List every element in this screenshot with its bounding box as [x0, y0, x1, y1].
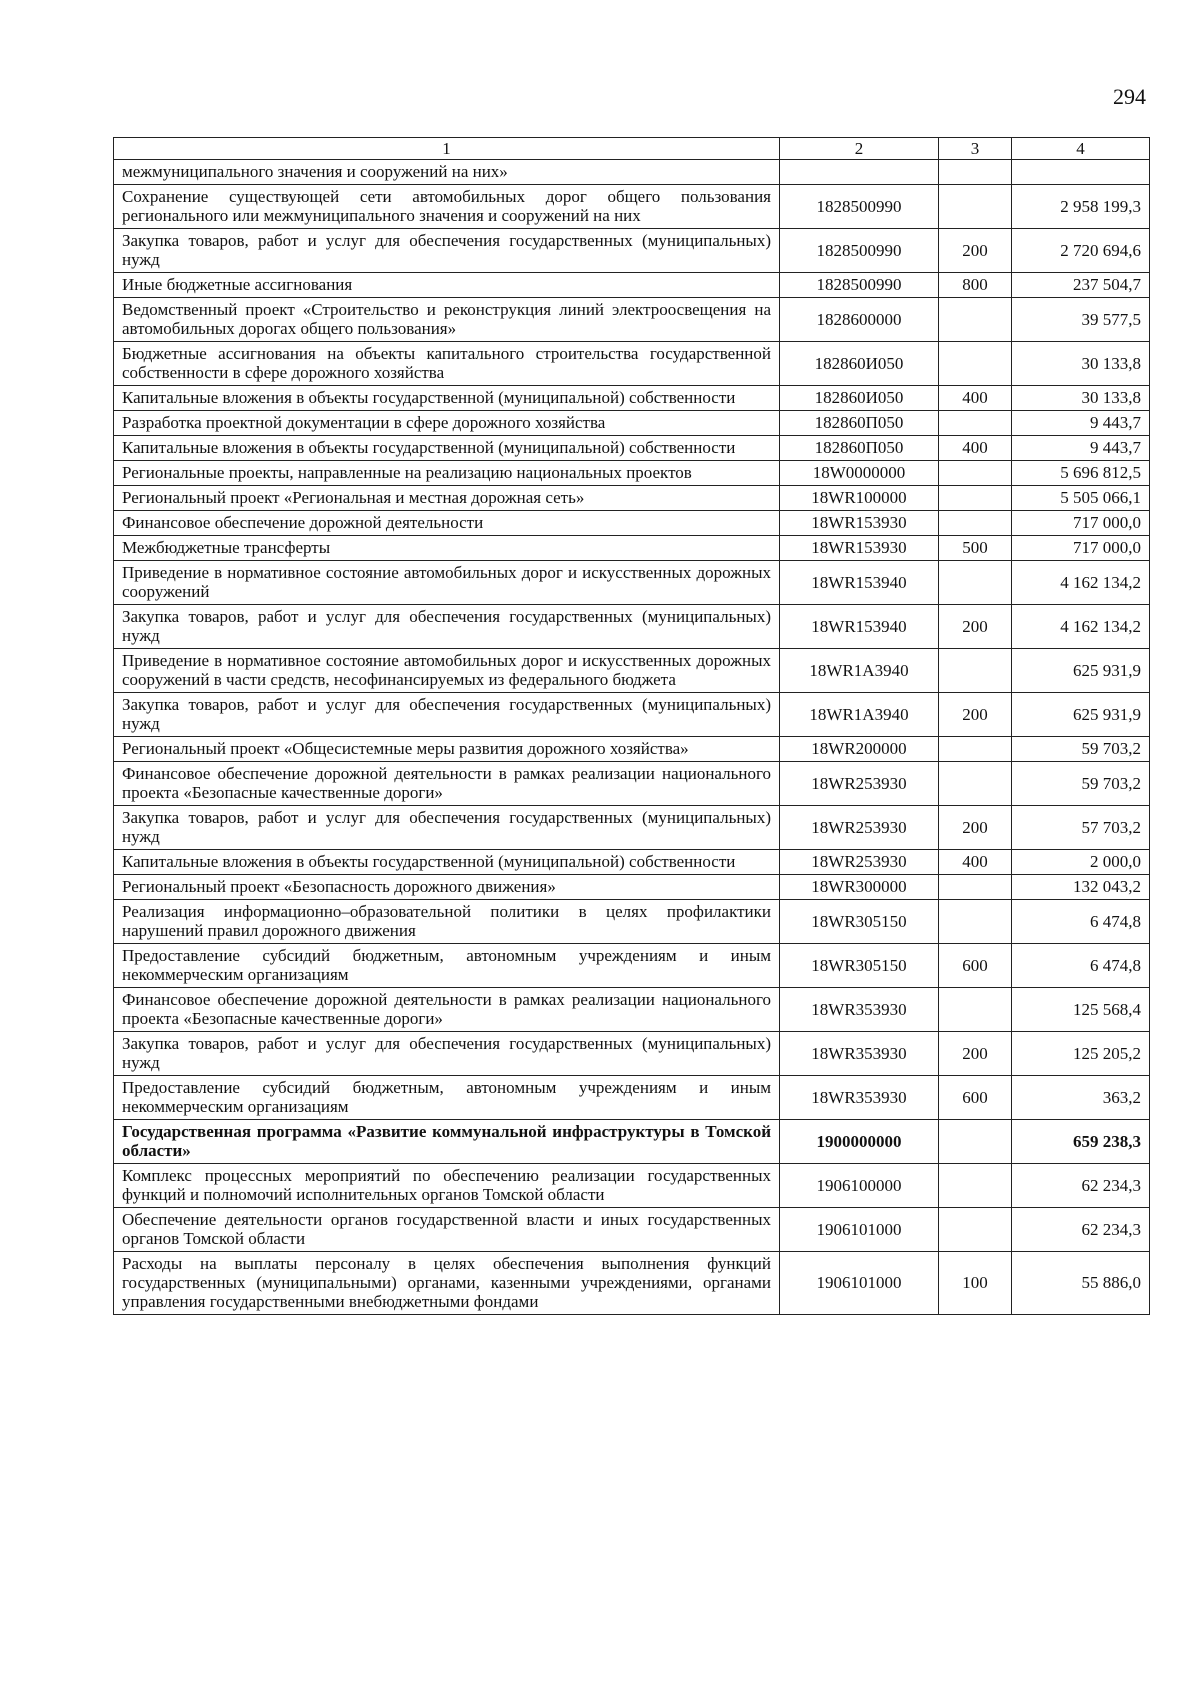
row-expense-type-cell: [939, 298, 1012, 342]
table-row: [114, 944, 1150, 988]
row-name-cell: Финансовое обеспечение дорожной деятельности в рамках реализации национального проекта «Безопасные качественные дороги»: [114, 762, 780, 806]
row-code-cell: 18WR253930: [780, 806, 939, 850]
table-row: [114, 461, 1150, 486]
row-expense-type-cell: [939, 649, 1012, 693]
row-expense-type-cell: 200: [939, 806, 1012, 850]
row-amount-cell: 125 205,2: [1012, 1032, 1150, 1076]
row-expense-type-cell: [939, 737, 1012, 762]
table-row: [114, 273, 1150, 298]
table-row: [114, 1076, 1150, 1120]
row-amount-cell: 39 577,5: [1012, 298, 1150, 342]
table-row: [114, 511, 1150, 536]
row-expense-type-cell: [939, 561, 1012, 605]
row-name-cell: Капитальные вложения в объекты государственной (муниципальной) собственности: [114, 850, 780, 875]
row-name-cell: Иные бюджетные ассигнования: [114, 273, 780, 298]
table-body: [114, 160, 1150, 1315]
row-code-cell: 18WR1A3940: [780, 693, 939, 737]
row-code-cell: 18W0000000: [780, 461, 939, 486]
row-expense-type-cell: 500: [939, 536, 1012, 561]
row-code-cell: 18WR305150: [780, 944, 939, 988]
row-name-cell: Ведомственный проект «Строительство и реконструкция линий электроосвещения на автомобильных дорогах общего пользования»: [114, 298, 780, 342]
row-amount-cell: 717 000,0: [1012, 511, 1150, 536]
row-expense-type-cell: [939, 1208, 1012, 1252]
table-row: [114, 693, 1150, 737]
row-code-cell: 182860П050: [780, 411, 939, 436]
row-expense-type-cell: [939, 411, 1012, 436]
row-expense-type-cell: [939, 875, 1012, 900]
row-code-cell: 18WR353930: [780, 1076, 939, 1120]
row-name-cell: Бюджетные ассигнования на объекты капитального строительства государственной собственности в сфере дорожного хозяйства: [114, 342, 780, 386]
row-amount-cell: 2 000,0: [1012, 850, 1150, 875]
row-code-cell: 1906101000: [780, 1252, 939, 1315]
table-row: [114, 486, 1150, 511]
row-name-cell: Капитальные вложения в объекты государственной (муниципальной) собственности: [114, 386, 780, 411]
table-row: [114, 1032, 1150, 1076]
header-col-4: 4: [1012, 138, 1150, 160]
row-code-cell: 182860П050: [780, 436, 939, 461]
row-code-cell: 18WR153930: [780, 511, 939, 536]
row-amount-cell: 62 234,3: [1012, 1164, 1150, 1208]
row-code-cell: 18WR305150: [780, 900, 939, 944]
row-amount-cell: 132 043,2: [1012, 875, 1150, 900]
row-code-cell: 1828500990: [780, 273, 939, 298]
header-col-1: 1: [114, 138, 780, 160]
row-name-cell: Сохранение существующей сети автомобильных дорог общего пользования регионального или межмуниципального значения и сооружений на них: [114, 185, 780, 229]
table-row: [114, 342, 1150, 386]
row-amount-cell: 717 000,0: [1012, 536, 1150, 561]
row-name-cell: Закупка товаров, работ и услуг для обеспечения государственных (муниципальных) нужд: [114, 806, 780, 850]
table-row: [114, 649, 1150, 693]
row-code-cell: 1828500990: [780, 229, 939, 273]
row-expense-type-cell: 400: [939, 386, 1012, 411]
row-code-cell: 182860И050: [780, 386, 939, 411]
row-expense-type-cell: [939, 988, 1012, 1032]
row-amount-cell: 125 568,4: [1012, 988, 1150, 1032]
row-name-cell: Государственная программа «Развитие коммунальной инфраструктуры в Томской области»: [114, 1120, 780, 1164]
row-amount-cell: 363,2: [1012, 1076, 1150, 1120]
row-code-cell: 18WR100000: [780, 486, 939, 511]
table-row: [114, 1208, 1150, 1252]
row-code-cell: [780, 160, 939, 185]
table-row: [114, 185, 1150, 229]
row-amount-cell: 30 133,8: [1012, 342, 1150, 386]
table-row: [114, 229, 1150, 273]
row-expense-type-cell: 200: [939, 693, 1012, 737]
row-expense-type-cell: 200: [939, 1032, 1012, 1076]
row-code-cell: 18WR253930: [780, 850, 939, 875]
row-name-cell: Предоставление субсидий бюджетным, автономным учреждениям и иным некоммерческим организациям: [114, 944, 780, 988]
table-row: [114, 737, 1150, 762]
row-amount-cell: 625 931,9: [1012, 693, 1150, 737]
table-row: [114, 536, 1150, 561]
row-code-cell: 18WR153940: [780, 561, 939, 605]
row-code-cell: 1828600000: [780, 298, 939, 342]
header-col-2: 2: [780, 138, 939, 160]
row-name-cell: Региональный проект «Региональная и местная дорожная сеть»: [114, 486, 780, 511]
row-name-cell: Региональный проект «Общесистемные меры развития дорожного хозяйства»: [114, 737, 780, 762]
row-amount-cell: 5 505 066,1: [1012, 486, 1150, 511]
row-amount-cell: 57 703,2: [1012, 806, 1150, 850]
table-row: [114, 1120, 1150, 1164]
row-code-cell: 18WR200000: [780, 737, 939, 762]
row-expense-type-cell: [939, 1164, 1012, 1208]
table-row: [114, 605, 1150, 649]
row-code-cell: 18WR353930: [780, 1032, 939, 1076]
header-col-3: 3: [939, 138, 1012, 160]
row-amount-cell: 59 703,2: [1012, 762, 1150, 806]
row-expense-type-cell: 400: [939, 850, 1012, 875]
row-name-cell: Комплекс процессных мероприятий по обеспечению реализации государственных функций и полномочий исполнительных органов Томской области: [114, 1164, 780, 1208]
budget-table: [113, 137, 1150, 1315]
row-amount-cell: 59 703,2: [1012, 737, 1150, 762]
row-expense-type-cell: 200: [939, 229, 1012, 273]
row-code-cell: 18WR253930: [780, 762, 939, 806]
row-amount-cell: [1012, 160, 1150, 185]
page-number: 294: [1113, 84, 1146, 109]
row-expense-type-cell: 600: [939, 1076, 1012, 1120]
table-header-row: [114, 138, 1150, 160]
row-amount-cell: 55 886,0: [1012, 1252, 1150, 1315]
table-row: [114, 436, 1150, 461]
row-amount-cell: 4 162 134,2: [1012, 561, 1150, 605]
row-name-cell: Закупка товаров, работ и услуг для обеспечения государственных (муниципальных) нужд: [114, 1032, 780, 1076]
row-expense-type-cell: [939, 900, 1012, 944]
table-row: [114, 988, 1150, 1032]
row-code-cell: 1900000000: [780, 1120, 939, 1164]
row-code-cell: 18WR153940: [780, 605, 939, 649]
row-name-cell: Реализация информационно–образовательной политики в целях профилактики нарушений правил дорожного движения: [114, 900, 780, 944]
table-row: [114, 762, 1150, 806]
row-amount-cell: 4 162 134,2: [1012, 605, 1150, 649]
row-name-cell: Разработка проектной документации в сфере дорожного хозяйства: [114, 411, 780, 436]
table-row: [114, 561, 1150, 605]
row-expense-type-cell: [939, 511, 1012, 536]
row-amount-cell: 659 238,3: [1012, 1120, 1150, 1164]
row-expense-type-cell: 800: [939, 273, 1012, 298]
row-name-cell: Региональные проекты, направленные на реализацию национальных проектов: [114, 461, 780, 486]
row-code-cell: 1906101000: [780, 1208, 939, 1252]
row-code-cell: 18WR353930: [780, 988, 939, 1032]
row-name-cell: Закупка товаров, работ и услуг для обеспечения государственных (муниципальных) нужд: [114, 693, 780, 737]
row-amount-cell: 30 133,8: [1012, 386, 1150, 411]
table-row: [114, 298, 1150, 342]
row-amount-cell: 237 504,7: [1012, 273, 1150, 298]
row-expense-type-cell: [939, 185, 1012, 229]
row-code-cell: 1906100000: [780, 1164, 939, 1208]
row-expense-type-cell: [939, 762, 1012, 806]
row-expense-type-cell: 100: [939, 1252, 1012, 1315]
row-name-cell: Расходы на выплаты персоналу в целях обеспечения выполнения функций государственных (муниципальными) органами, казенными учреждениями, органами управления государственными внебюджетными фондами: [114, 1252, 780, 1315]
row-code-cell: 182860И050: [780, 342, 939, 386]
table-row: [114, 1164, 1150, 1208]
row-amount-cell: 6 474,8: [1012, 900, 1150, 944]
row-expense-type-cell: 600: [939, 944, 1012, 988]
row-expense-type-cell: [939, 160, 1012, 185]
row-amount-cell: 2 958 199,3: [1012, 185, 1150, 229]
row-amount-cell: 625 931,9: [1012, 649, 1150, 693]
row-name-cell: Приведение в нормативное состояние автомобильных дорог и искусственных дорожных сооружений: [114, 561, 780, 605]
row-amount-cell: 6 474,8: [1012, 944, 1150, 988]
table-row: [114, 900, 1150, 944]
row-amount-cell: 2 720 694,6: [1012, 229, 1150, 273]
row-name-cell: Закупка товаров, работ и услуг для обеспечения государственных (муниципальных) нужд: [114, 229, 780, 273]
row-name-cell: Финансовое обеспечение дорожной деятельности в рамках реализации национального проекта «Безопасные качественные дороги»: [114, 988, 780, 1032]
row-amount-cell: 9 443,7: [1012, 411, 1150, 436]
row-name-cell: Капитальные вложения в объекты государственной (муниципальной) собственности: [114, 436, 780, 461]
table-row: [114, 875, 1150, 900]
row-expense-type-cell: 400: [939, 436, 1012, 461]
row-amount-cell: 62 234,3: [1012, 1208, 1150, 1252]
table-row: [114, 850, 1150, 875]
table-row: [114, 806, 1150, 850]
row-name-cell: Приведение в нормативное состояние автомобильных дорог и искусственных дорожных сооружений в части средств, несофинансируемых из федерального бюджета: [114, 649, 780, 693]
row-code-cell: 18WR1A3940: [780, 649, 939, 693]
row-name-cell: Региональный проект «Безопасность дорожного движения»: [114, 875, 780, 900]
table-row: [114, 386, 1150, 411]
row-expense-type-cell: [939, 342, 1012, 386]
row-expense-type-cell: [939, 486, 1012, 511]
row-amount-cell: 9 443,7: [1012, 436, 1150, 461]
row-expense-type-cell: 200: [939, 605, 1012, 649]
row-name-cell: Финансовое обеспечение дорожной деятельности: [114, 511, 780, 536]
row-name-cell: Предоставление субсидий бюджетным, автономным учреждениям и иным некоммерческим организациям: [114, 1076, 780, 1120]
row-amount-cell: 5 696 812,5: [1012, 461, 1150, 486]
table-row: [114, 411, 1150, 436]
row-code-cell: 18WR300000: [780, 875, 939, 900]
row-expense-type-cell: [939, 1120, 1012, 1164]
row-name-cell: межмуниципального значения и сооружений на них»: [114, 160, 780, 185]
table-row: [114, 160, 1150, 185]
row-code-cell: 1828500990: [780, 185, 939, 229]
row-code-cell: 18WR153930: [780, 536, 939, 561]
row-name-cell: Обеспечение деятельности органов государственной власти и иных государственных органов Томской области: [114, 1208, 780, 1252]
table-row: [114, 1252, 1150, 1315]
row-name-cell: Закупка товаров, работ и услуг для обеспечения государственных (муниципальных) нужд: [114, 605, 780, 649]
row-name-cell: Межбюджетные трансферты: [114, 536, 780, 561]
row-expense-type-cell: [939, 461, 1012, 486]
